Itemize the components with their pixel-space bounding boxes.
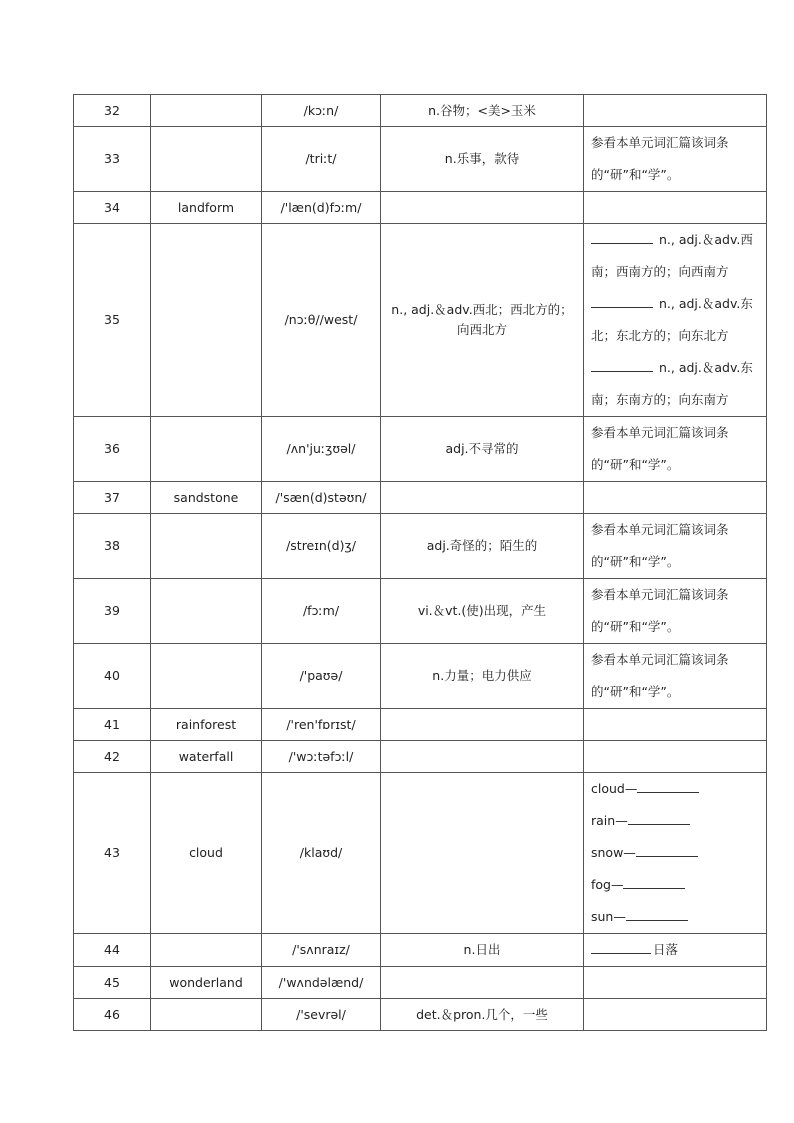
row-number: 40: [74, 644, 151, 709]
row-note: [584, 644, 767, 709]
row-word: landform: [151, 192, 262, 224]
row-word: [151, 417, 262, 482]
row-word: [151, 95, 262, 127]
row-phonetic: /ʌn'juːʒʊəl/: [262, 417, 381, 482]
row-phonetic: /klaʊd/: [262, 773, 381, 934]
table-row: [74, 579, 767, 644]
row-note: [584, 709, 767, 741]
note-line: snow—: [591, 837, 762, 869]
row-note: [584, 741, 767, 773]
row-note: [584, 417, 767, 482]
row-meaning: [381, 773, 584, 934]
note-line: rain—: [591, 805, 762, 837]
row-phonetic: /kɔːn/: [262, 95, 381, 127]
fill-blank[interactable]: [636, 840, 698, 857]
row-number: 46: [74, 999, 151, 1031]
row-word: [151, 224, 262, 417]
table-row: [74, 127, 767, 192]
row-word: sandstone: [151, 482, 262, 514]
note-line: 参看本单元词汇篇该词条: [591, 522, 729, 537]
note-line: 南；西南方的；向西南方: [591, 264, 729, 279]
row-phonetic: /nɔːθ//west/: [262, 224, 381, 417]
note-line: 参看本单元词汇篇该词条: [591, 425, 729, 440]
row-word: [151, 514, 262, 579]
table-row: [74, 514, 767, 579]
vocabulary-table: [73, 94, 767, 1031]
row-note: [584, 192, 767, 224]
row-number: 42: [74, 741, 151, 773]
note-line: 的“研”和“学”。: [591, 457, 680, 472]
row-number: 36: [74, 417, 151, 482]
row-number: 43: [74, 773, 151, 934]
meaning-line: 向西北方: [456, 322, 507, 337]
fill-blank[interactable]: [637, 776, 699, 793]
row-number: 44: [74, 934, 151, 967]
note-line: 的“研”和“学”。: [591, 684, 680, 699]
row-number: 37: [74, 482, 151, 514]
row-phonetic: /triːt/: [262, 127, 381, 192]
row-phonetic: /'læn(d)fɔːm/: [262, 192, 381, 224]
fill-blank[interactable]: [591, 355, 653, 372]
row-meaning: [381, 967, 584, 999]
note-line: 参看本单元词汇篇该词条: [591, 587, 729, 602]
fill-blank[interactable]: [591, 937, 651, 954]
row-meaning: [381, 482, 584, 514]
table-row: [74, 482, 767, 514]
row-word: wonderland: [151, 967, 262, 999]
row-note: [584, 95, 767, 127]
row-word: cloud: [151, 773, 262, 934]
row-meaning: [381, 192, 584, 224]
fill-blank[interactable]: [591, 227, 653, 244]
table-row: [74, 741, 767, 773]
note-line: 参看本单元词汇篇该词条: [591, 135, 729, 150]
row-phonetic: /'wɔːtəfɔːl/: [262, 741, 381, 773]
note-line: cloud—: [591, 773, 762, 805]
row-meaning: adj.不寻常的: [381, 417, 584, 482]
row-number: 34: [74, 192, 151, 224]
table-row: [74, 95, 767, 127]
table-row: [74, 417, 767, 482]
row-meaning: det.＆pron.几个，一些: [381, 999, 584, 1031]
row-meaning: [381, 224, 584, 417]
row-phonetic: /'paʊə/: [262, 644, 381, 709]
row-word: rainforest: [151, 709, 262, 741]
note-line: 参看本单元词汇篇该词条: [591, 652, 729, 667]
table-row: [74, 773, 767, 934]
row-word: [151, 999, 262, 1031]
note-line: fog—: [591, 869, 762, 901]
table-row: [74, 999, 767, 1031]
row-word: [151, 934, 262, 967]
row-word: [151, 644, 262, 709]
row-meaning: vi.＆vt.(使)出现，产生: [381, 579, 584, 644]
row-note: [584, 773, 767, 934]
note-line: 的“研”和“学”。: [591, 619, 680, 634]
row-number: 33: [74, 127, 151, 192]
note-line: n., adj.＆adv.东: [591, 352, 762, 384]
row-number: 45: [74, 967, 151, 999]
row-phonetic: /'sʌnraɪz/: [262, 934, 381, 967]
row-phonetic: /'ren'fɒrɪst/: [262, 709, 381, 741]
note-line: 南；东南方的；向东南方: [591, 392, 729, 407]
row-phonetic: /streɪn(d)ʒ/: [262, 514, 381, 579]
row-word: waterfall: [151, 741, 262, 773]
note-line: 的“研”和“学”。: [591, 554, 680, 569]
row-meaning: n.力量；电力供应: [381, 644, 584, 709]
row-number: 35: [74, 224, 151, 417]
row-number: 39: [74, 579, 151, 644]
row-meaning: n.日出: [381, 934, 584, 967]
row-note: [584, 999, 767, 1031]
table-row: [74, 224, 767, 417]
row-phonetic: /'sevrəl/: [262, 999, 381, 1031]
note-line: 北；东北方的；向东北方: [591, 328, 729, 343]
row-note: [584, 127, 767, 192]
row-meaning: [381, 709, 584, 741]
row-note: [584, 579, 767, 644]
table-row: [74, 934, 767, 967]
meaning-line: n., adj.＆adv.西北；西北方的；: [391, 302, 573, 317]
row-phonetic: /fɔːm/: [262, 579, 381, 644]
table-row: [74, 967, 767, 999]
row-meaning: n.乐事，款待: [381, 127, 584, 192]
row-number: 32: [74, 95, 151, 127]
row-note: [584, 514, 767, 579]
row-note: [584, 967, 767, 999]
row-word: [151, 127, 262, 192]
table-row: [74, 644, 767, 709]
table-row: [74, 709, 767, 741]
row-number: 38: [74, 514, 151, 579]
note-line: sun—: [591, 901, 762, 933]
row-meaning: [381, 741, 584, 773]
note-line: 的“研”和“学”。: [591, 167, 680, 182]
row-word: [151, 579, 262, 644]
row-phonetic: /'sæn(d)stəʊn/: [262, 482, 381, 514]
fill-blank[interactable]: [591, 291, 653, 308]
fill-blank[interactable]: [626, 904, 688, 921]
row-meaning: adj.奇怪的；陌生的: [381, 514, 584, 579]
row-note: [584, 224, 767, 417]
row-note: 日落: [584, 934, 767, 967]
row-note: [584, 482, 767, 514]
note-line: n., adj.＆adv.东: [591, 288, 762, 320]
row-phonetic: /'wʌndəlænd/: [262, 967, 381, 999]
note-line: n., adj.＆adv.西: [591, 224, 762, 256]
fill-blank[interactable]: [623, 872, 685, 889]
row-meaning: n.谷物；<美>玉米: [381, 95, 584, 127]
table-row: [74, 192, 767, 224]
fill-blank[interactable]: [628, 808, 690, 825]
row-number: 41: [74, 709, 151, 741]
